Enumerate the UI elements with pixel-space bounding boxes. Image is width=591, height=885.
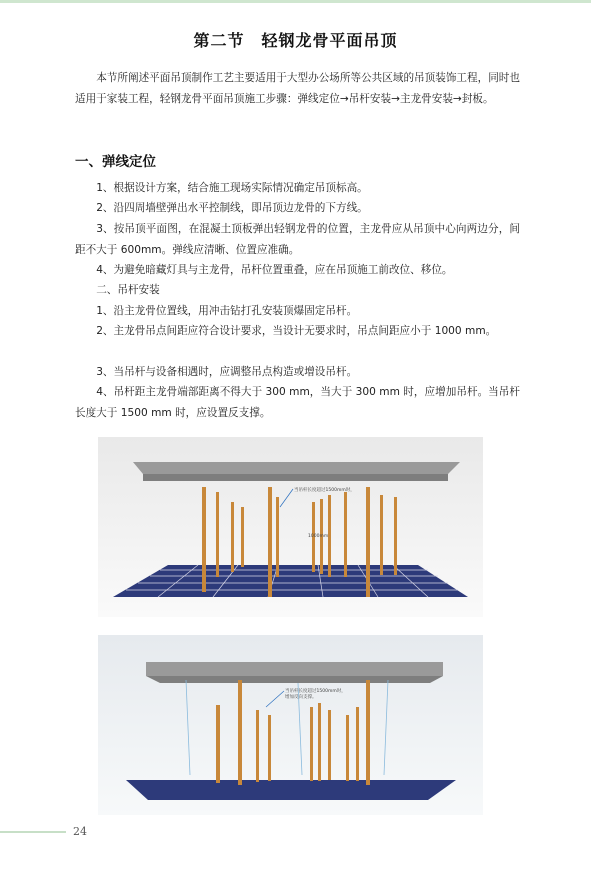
section2-item-1: 1、沿主龙骨位置线，用冲击钻打孔安装顶爆固定吊杆。 (96, 305, 358, 317)
concrete-slab-front (146, 662, 443, 676)
section1-item-3: 3、按吊顶平面图，在混凝土顶板弹出轻钢龙骨的位置，主龙骨应从吊顶中心向两边分，间距不大于 600mm。弹线应清晰、位置应准确。 (75, 223, 520, 256)
intro-paragraph: 本节所阐述平面吊顶制作工艺主要适用于大型办公场所等公共区域的吊顶装饰工程，同时也适用于家装工程，轻钢龙骨平面吊顶施工步骤：弹线定位→吊杆安装→主龙骨安装→封板。 (75, 72, 520, 105)
section1-item-4: 4、为避免暗藏灯具与主龙骨，吊杆位置重叠，应在吊顶施工前改位、移位。 (96, 264, 453, 276)
figure1-annotation: 当吊杆长度超过1500mm时， (294, 488, 355, 493)
figure-ceiling-rods-2 (98, 635, 483, 815)
page-number: 24 (73, 825, 87, 838)
ceiling-illustration-1 (98, 437, 483, 617)
concrete-slab-edge-2 (146, 676, 443, 683)
ceiling-grid-panel-2 (126, 780, 456, 800)
section2-item-4: 4、吊杆距主龙骨端部距离不得大于 300 mm，当大于 300 mm 时，应增加吊杆。当吊杆长度大于 1500 mm 时，应设置反支撑。 (75, 386, 520, 419)
concrete-slab-edge (143, 474, 448, 481)
top-rule (0, 0, 591, 3)
section2-item-2: 2、主龙骨吊点间距应符合设计要求，当设计无要求时，吊点间距应小于 1000 mm。 (96, 325, 497, 337)
section2-item-3: 3、当吊杆与设备相遇时，应调整吊点构造或增设吊杆。 (96, 366, 358, 378)
figure-ceiling-rods-1 (98, 437, 483, 617)
section2-heading: 二、吊杆安装 (96, 284, 160, 296)
ceiling-illustration-2 (98, 635, 483, 815)
figure2-annotation-1: 当吊杆长度超过1500mm时， (285, 689, 346, 694)
page-title: 第二节 轻钢龙骨平面吊顶 (193, 31, 398, 50)
section1-item-1: 1、根据设计方案，结合施工现场实际情况确定吊顶标高。 (96, 182, 368, 194)
section1-heading: 一、弹线定位 (75, 154, 156, 170)
footer-rule (0, 831, 66, 833)
figure2-annotation-2: 增加反向支撑。 (285, 695, 317, 700)
section1-item-2: 2、沿四周墙壁弹出水平控制线，即吊顶边龙骨的下方线。 (96, 202, 368, 214)
figure1-dimension: 1000mm (308, 534, 329, 539)
concrete-slab-top (133, 462, 460, 474)
